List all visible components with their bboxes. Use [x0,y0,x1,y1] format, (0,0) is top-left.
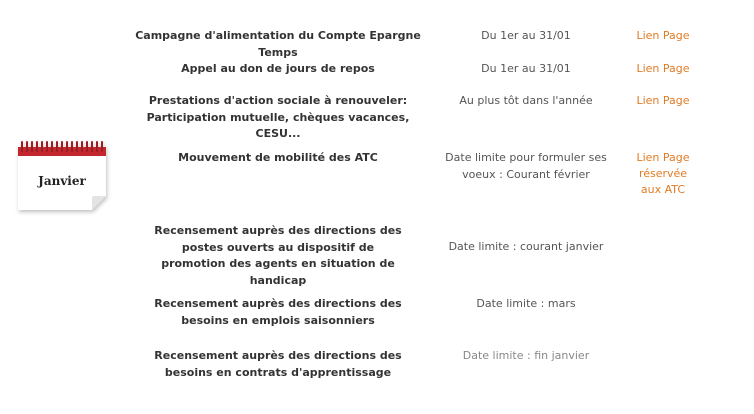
event-link[interactable]: Lien Page [636,62,690,75]
event-link[interactable]: Lien Page [636,29,690,42]
event-row [126,150,726,198]
event-date: Date limite pour formuler ses voeux : Courant février [445,151,607,181]
event-date: Au plus tôt dans l'année [459,94,593,107]
event-title: Prestations d'action sociale à renouveler: Participation mutuelle, chèques vacances, CESU... [146,94,410,140]
event-title: Campagne d'alimentation du Compte Epargne Temps [135,29,421,59]
event-row [126,61,726,78]
event-title: Recensement auprès des directions des besoins en contrats d'apprentissage [154,349,402,379]
event-link[interactable]: Lien Page réservée aux ATC [636,151,690,196]
event-row [126,348,726,381]
event-date: Du 1er au 31/01 [481,62,571,75]
event-title: Recensement auprès des directions des besoins en emplois saisonniers [154,297,402,327]
event-row [126,223,726,289]
event-row [126,296,726,329]
event-date: Date limite : mars [476,297,576,310]
event-title: Mouvement de mobilité des ATC [178,151,378,164]
event-link[interactable]: Lien Page [636,94,690,107]
event-date: Du 1er au 31/01 [481,29,571,42]
event-title: Recensement auprès des directions des postes ouverts au dispositif de promotion des agents en situation de handicap [154,224,402,287]
event-row [126,93,726,143]
event-date: Date limite : courant janvier [448,240,604,253]
event-row [126,28,726,61]
calendar-month-label: Janvier [38,174,86,188]
event-date: Date limite : fin janvier [462,349,590,362]
event-title: Appel au don de jours de repos [181,62,375,75]
calendar-icon [18,141,106,210]
